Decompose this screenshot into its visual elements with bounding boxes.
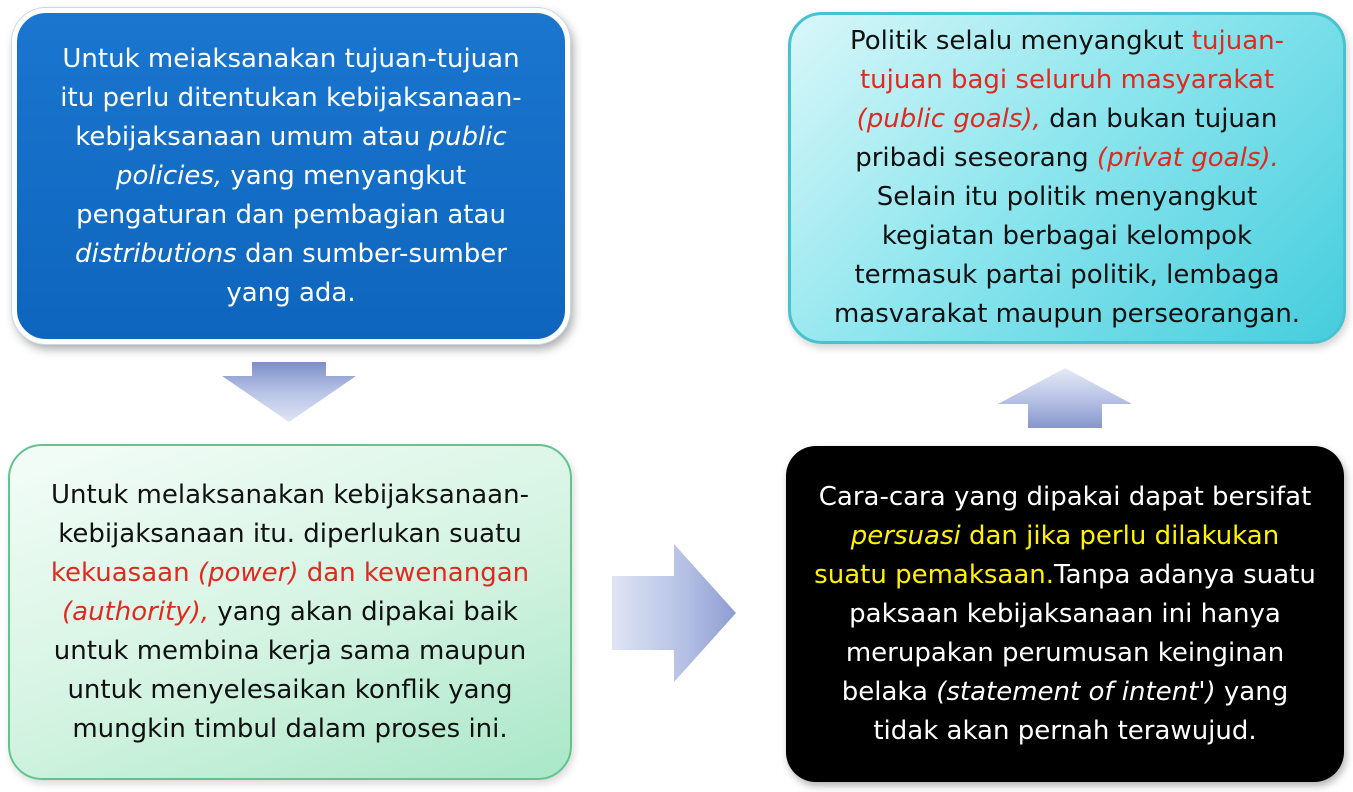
step-text-power-authority: Untuk melaksanakan kebijaksanaan-kebijaksanaan itu. diperlukan suatu kekuasaan (power) dan kewenangan (authority), yang akan dipakai baik untuk membina kerja sama maupun untuk menyelesaikan konflik yang mungkin timbul dalam proses ini. xyxy=(50,479,530,744)
step-text-public-goals: Politik selalu menyangkut tujuan-tujuan bagi seluruh masyarakat (public goals), dan bukan tujuan pribadi seseorang (privat goals). Selain itu politik menyangkut kegiatan berbagai kelompok termasuk partai politik, lembaga masvarakat maupun perseorangan. xyxy=(833,26,1301,329)
step-box-public-goals xyxy=(788,12,1346,344)
arrow-down-icon xyxy=(222,362,356,422)
step-box-power-authority xyxy=(8,444,572,780)
step-box-public-policies xyxy=(12,8,570,344)
step-text-public-policies: Untuk meiaksanakan tujuan-tujuan itu perlu ditentukan kebijaksanaan-kebijaksanaan umum atau public policies, yang menyangkut pengaturan dan pembagian atau distributions dan sumber-sumber yang ada. xyxy=(60,43,522,308)
arrow-up-icon xyxy=(998,368,1132,428)
step-box-persuasion-coercion xyxy=(786,446,1344,782)
step-text-persuasion-coercion: Cara-cara yang dipakai dapat bersifat persuasi dan jika perlu dilakukan suatu pemaksaan.Tanpa adanya suatu paksaan kebijaksanaan ini hanya merupakan perumusan keinginan belaka (statement of intent') yang tidak akan pernah terawujud. xyxy=(814,481,1316,746)
arrow-right-icon xyxy=(612,544,736,682)
